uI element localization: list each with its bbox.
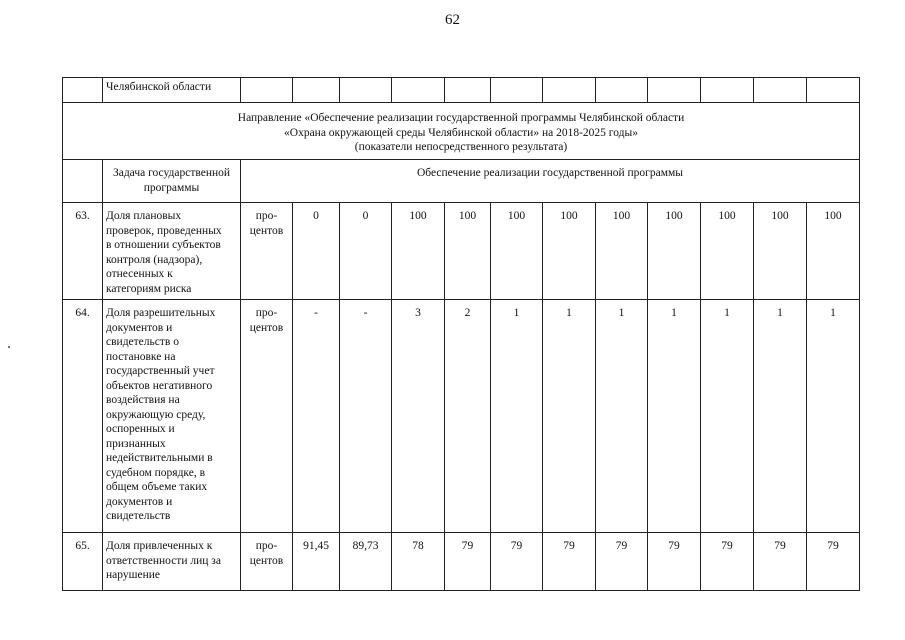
value-cell: 79 (754, 533, 807, 591)
value-cell: 100 (648, 203, 701, 300)
direction-line-3: (показатели непосредственного результата) (354, 141, 568, 153)
value-cell: 78 (392, 533, 445, 591)
row-number: 64. (63, 300, 103, 533)
value-cell: 79 (648, 533, 701, 591)
value-cell: 91,45 (293, 533, 340, 591)
row-number: 63. (63, 203, 103, 300)
value-cell: 100 (596, 203, 648, 300)
context-row (63, 78, 860, 103)
value-cell: 79 (491, 533, 543, 591)
row-number: 65. (63, 533, 103, 591)
direction-line-1: Направление «Обеспечение реализации государственной программы Челябинской области (237, 112, 685, 124)
value-cell: 79 (445, 533, 491, 591)
context-num-cell (63, 78, 103, 103)
value-cell: 2 (445, 300, 491, 533)
value-cell: 100 (807, 203, 860, 300)
value-cell: 100 (491, 203, 543, 300)
value-cell: 1 (807, 300, 860, 533)
unit-cell: про- центов (241, 300, 293, 533)
table-row (63, 203, 860, 300)
value-cell: 100 (445, 203, 491, 300)
value-cell: 89,73 (340, 533, 392, 591)
value-cell: 100 (392, 203, 445, 300)
value-cell: 79 (596, 533, 648, 591)
context-text: Челябинской области (103, 78, 241, 103)
value-cell: 1 (754, 300, 807, 533)
unit-cell: про- центов (241, 203, 293, 300)
task-value: Обеспечение реализации государственной программы (241, 160, 860, 203)
value-cell: 0 (293, 203, 340, 300)
value-cell: 79 (701, 533, 754, 591)
value-cell: 3 (392, 300, 445, 533)
value-cell: - (340, 300, 392, 533)
value-cell: 1 (491, 300, 543, 533)
value-cell: 100 (543, 203, 596, 300)
unit-cell: про- центов (241, 533, 293, 591)
value-cell: 79 (807, 533, 860, 591)
indicators-table (62, 77, 860, 591)
table-row (63, 300, 860, 533)
value-cell: 79 (543, 533, 596, 591)
direction-heading (63, 103, 860, 160)
value-cell: 0 (340, 203, 392, 300)
table-row (63, 533, 860, 591)
task-label: Задача государственной программы (103, 160, 241, 203)
scan-speck (8, 346, 10, 348)
indicator-name: Доля привлеченных к ответственности лиц за нарушение (103, 533, 241, 591)
value-cell: 100 (701, 203, 754, 300)
value-cell: 1 (543, 300, 596, 533)
direction-line-2: «Охрана окружающей среды Челябинской области» на 2018-2025 годы» (284, 126, 638, 139)
value-cell: 1 (596, 300, 648, 533)
page-number: 62 (445, 12, 460, 28)
indicator-name: Доля плановых проверок, проведенных в отношении субъектов контроля (надзора), отнесенных к категориям риска (103, 203, 241, 300)
value-cell: 1 (648, 300, 701, 533)
indicator-name: Доля разрешительных документов и свидетельств о постановке на государственный учет объектов негативного воздействия на окружающую среду, оспоренных и признанных недействительными в судебном порядке, в общем объеме таких документов и свидетельств (103, 300, 241, 533)
task-row (63, 160, 860, 203)
value-cell: 100 (754, 203, 807, 300)
value-cell: 1 (701, 300, 754, 533)
value-cell: - (293, 300, 340, 533)
direction-row (63, 103, 860, 160)
